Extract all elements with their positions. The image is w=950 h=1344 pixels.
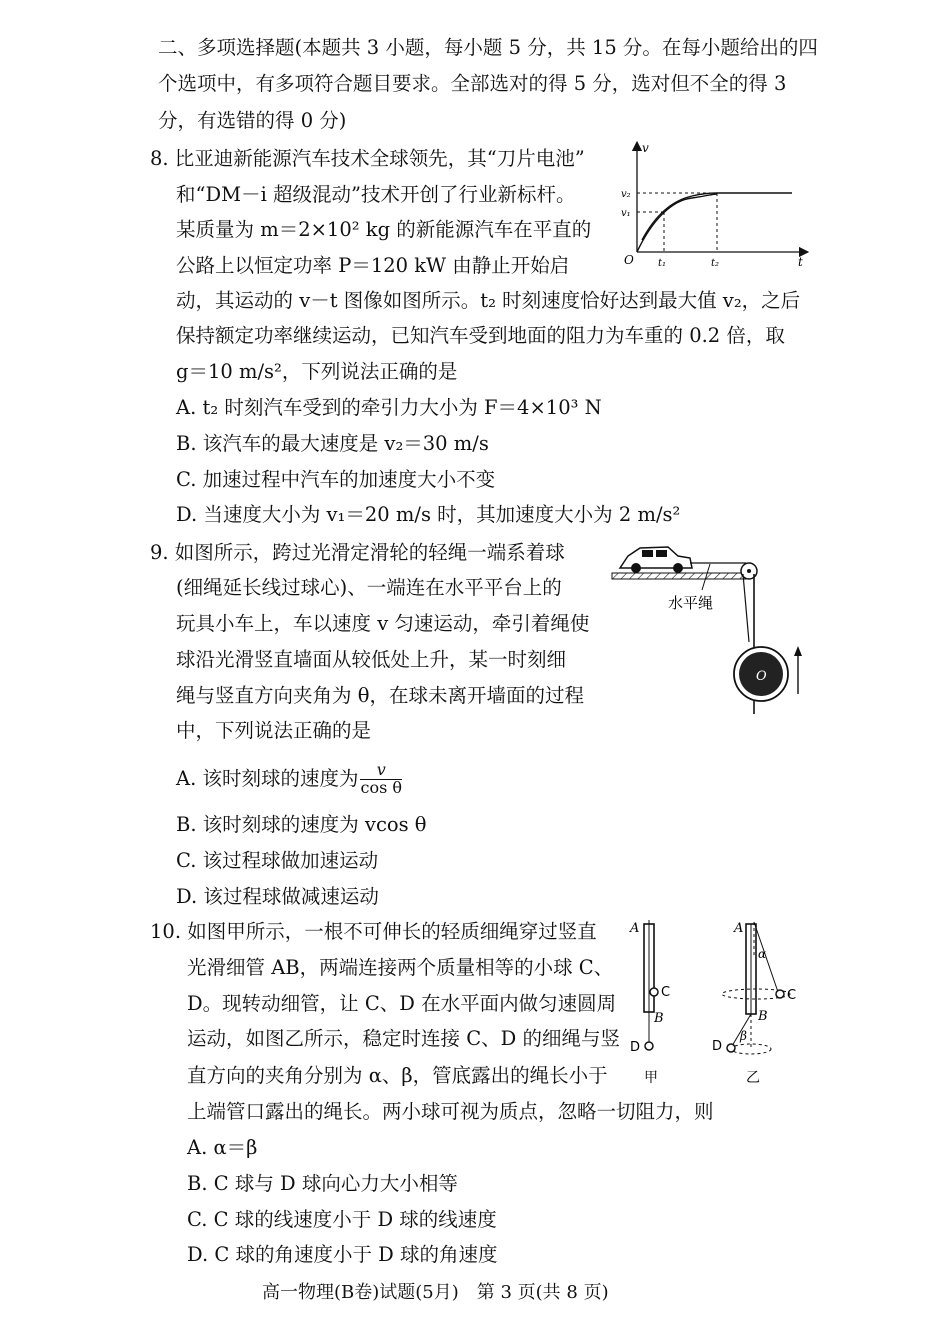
rope-to-ball: [743, 574, 749, 642]
q9-stem-line: 中，下列说法正确的是: [176, 719, 372, 742]
q9-option-d: D. 该过程球做减速运动: [176, 885, 379, 908]
q10-figure-jia: [620, 918, 690, 1088]
q10-stem-line: 运动，如图乙所示，稳定时连接 C、D 的细绳与竖: [187, 1027, 620, 1050]
fraction-numerator: v: [360, 762, 402, 780]
ball-c: [650, 988, 658, 996]
ball-d: [645, 1042, 653, 1050]
q9-option-a: [176, 762, 402, 797]
t1-label: t₁: [658, 258, 667, 269]
q9-stem-line: 9. 如图所示，跨过光滑定滑轮的轻绳一端系着球: [150, 541, 565, 564]
platform: [612, 573, 746, 579]
label-b: B: [758, 1009, 768, 1024]
vt-curve: [637, 194, 717, 252]
q8-vt-graph: [612, 140, 812, 272]
label-b: B: [654, 1011, 664, 1026]
t2-label: t₂: [711, 258, 720, 269]
q9-stem-line: 球沿光滑竖直墙面从较低处上升，某一时刻细: [176, 648, 567, 671]
label-alpha: α: [758, 947, 767, 961]
q9-option-a-text: A. 该时刻球的速度为: [176, 766, 359, 790]
v1-label: v₁: [621, 208, 631, 219]
q10-stem-line: 直方向的夹角分别为 α、β，管底露出的绳长小于: [187, 1064, 608, 1087]
section-header-line-2: 个选项中，有多项符合题目要求。全部选对的得 5 分，选对但不全的得 3: [158, 72, 787, 95]
q10-option-d: D. C 球的角速度小于 D 球的角速度: [187, 1243, 498, 1266]
toy-car: [620, 547, 692, 573]
q10-figure-yi: [700, 918, 810, 1088]
q9-pulley-figure: [606, 534, 806, 724]
q10-stem-line: 上端管口露出的绳长。两小球可视为质点，忽略一切阻力，则: [187, 1100, 714, 1123]
v2-label: v₂: [621, 189, 631, 200]
fraction-denominator: cos θ: [360, 777, 403, 797]
q9-option-a-fraction: [360, 762, 402, 797]
q8-option-b: B. 该汽车的最大速度是 v₂＝30 m/s: [176, 432, 489, 455]
q8-stem-line: 某质量为 m＝2×10² kg 的新能源汽车在平直的: [176, 218, 592, 241]
q8-option-c: C. 加速过程中汽车的加速度大小不变: [176, 468, 496, 491]
x-axis-label: t: [798, 255, 803, 269]
page-footer: 高一物理(B卷)试题(5月) 第 3 页(共 8 页): [262, 1282, 609, 1303]
label-c: C: [787, 988, 797, 1003]
section-header-line-1: 二、多项选择题(本题共 3 小题，每小题 5 分，共 15 分。在每小题给出的四: [158, 36, 818, 59]
q9-stem-line: 玩具小车上，车以速度 v 匀速运动，牵引着绳使: [176, 612, 590, 635]
q8-stem-line: 8. 比亚迪新能源汽车技术全球领先，其“刀片电池”: [150, 147, 585, 170]
q10-option-c: C. C 球的线速度小于 D 球的线速度: [187, 1208, 497, 1231]
label-beta: β: [740, 1029, 747, 1043]
q10-stem-line: 光滑细管 AB，两端连接两个质量相等的小球 C、: [187, 956, 614, 979]
caption-jia: 甲: [644, 1070, 658, 1086]
y-axis-label: v: [642, 141, 649, 155]
ball-d: [727, 1044, 735, 1052]
label-a: A: [734, 921, 744, 936]
q8-stem-line: 保持额定功率继续运动，已知汽车受到地面的阻力为车重的 0.2 倍，取: [176, 324, 785, 347]
q8-option-d: D. 当速度大小为 v₁＝20 m/s 时，其加速度大小为 2 m/s²: [176, 503, 681, 526]
ball-center-label: O: [756, 669, 767, 684]
caption-yi: 乙: [746, 1070, 760, 1086]
q10-stem-line: D。现转动细管，让 C、D 在水平面内做匀速圆周: [187, 992, 617, 1015]
q8-stem-line: 公路上以恒定功率 P＝120 kW 由静止开始启: [176, 254, 570, 277]
q8-stem-line: 和“DM－i 超级混动”技术开创了行业新标杆。: [176, 183, 576, 206]
q10-option-a: A. α＝β: [187, 1136, 258, 1159]
origin-label: O: [624, 253, 634, 267]
q8-stem-line: g＝10 m/s²，下列说法正确的是: [176, 360, 458, 383]
label-d: D: [712, 1039, 723, 1054]
ball-c: [776, 990, 784, 998]
q8-option-a: A. t₂ 时刻汽车受到的牵引力大小为 F＝4×10³ N: [176, 396, 602, 419]
q10-stem-line: 10. 如图甲所示，一根不可伸长的轻质细绳穿过竖直: [150, 920, 597, 943]
label-c: C: [661, 985, 671, 1000]
label-a: A: [630, 921, 640, 936]
label-d: D: [630, 1040, 641, 1055]
q9-stem-line: 绳与竖直方向夹角为 θ，在球未离开墙面的过程: [176, 684, 584, 707]
q9-option-c: C. 该过程球做加速运动: [176, 849, 379, 872]
rope-label: 水平绳: [668, 594, 714, 612]
q10-option-b: B. C 球与 D 球向心力大小相等: [187, 1172, 458, 1195]
q9-stem-line: (细绳延长线过球心)、一端连在水平平台上的: [176, 576, 562, 599]
q9-option-b: B. 该时刻球的速度为 vcos θ: [176, 813, 427, 836]
section-header-line-3: 分，有选错的得 0 分): [158, 109, 347, 132]
q8-stem-line: 动，其运动的 v－t 图像如图所示。t₂ 时刻速度恰好达到最大值 v₂，之后: [176, 289, 801, 312]
